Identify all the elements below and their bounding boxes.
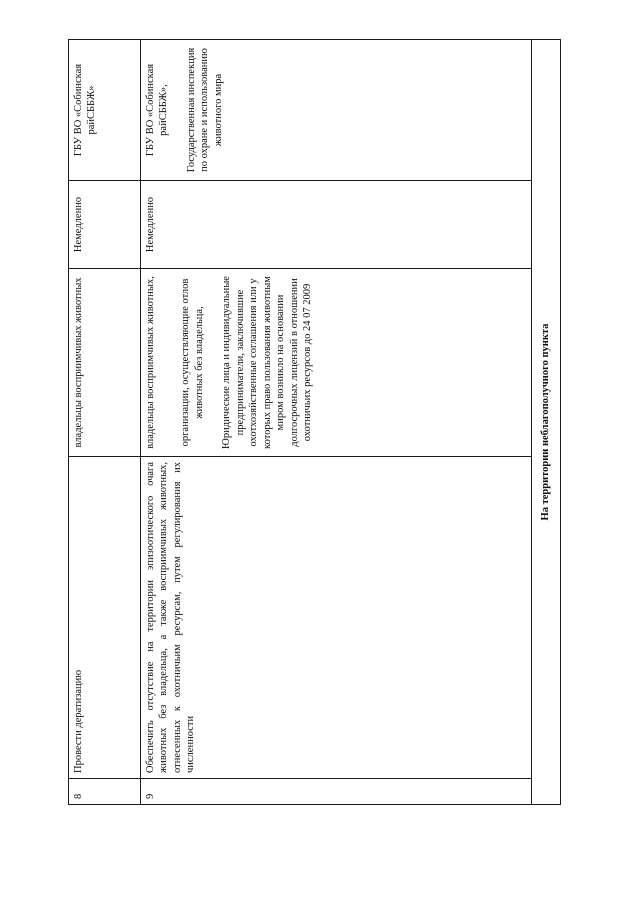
executor-sbbzh: ГБУ ВО «Собинская райСББЖ», bbox=[145, 63, 170, 157]
executor-inspection: Государственная инспекция по охране и использованию животного мира bbox=[185, 47, 224, 173]
responsible-owners: владельцы восприимчивых животных, bbox=[145, 276, 156, 449]
measure-cell: Провести дератизацию bbox=[69, 457, 141, 779]
row-number: 9 bbox=[141, 779, 532, 805]
table-row bbox=[141, 40, 532, 805]
deadline-cell: Немедленно bbox=[141, 181, 532, 269]
executor-cell: ГБУ ВО «Собинская райСББЖ» bbox=[69, 40, 141, 181]
section-title: На территории неблагополучного пункта bbox=[532, 40, 561, 805]
deadline-cell: Немедленно bbox=[69, 181, 141, 269]
executor-cell bbox=[141, 40, 532, 181]
rotated-page bbox=[68, 40, 560, 805]
measure-cell: Обеспечить отсутствие на территории эпизоотического очага животных без владельца, а также восприимчивых животных, отнесенных к охотничьим ресурсам, путем регулирования их численности bbox=[141, 457, 532, 779]
responsible-legal-entities: Юридические лица и индивидуальные предприниматели, заключившие охотхозяйственные соглашения или у которых право пользования животным миром возникло на основании долгосрочных лицензий в отношении охотничьих ресурсов до 24 07 2009 bbox=[221, 276, 313, 449]
responsible-cell bbox=[141, 269, 532, 457]
section-row bbox=[532, 40, 561, 805]
row-number: 8 bbox=[69, 779, 141, 805]
measures-table bbox=[68, 39, 561, 805]
responsible-organizations: организации, осуществляющие отлов животных без владельца, bbox=[180, 278, 205, 447]
responsible-cell: владельцы восприимчивых животных bbox=[69, 269, 141, 457]
table-row bbox=[69, 40, 141, 805]
